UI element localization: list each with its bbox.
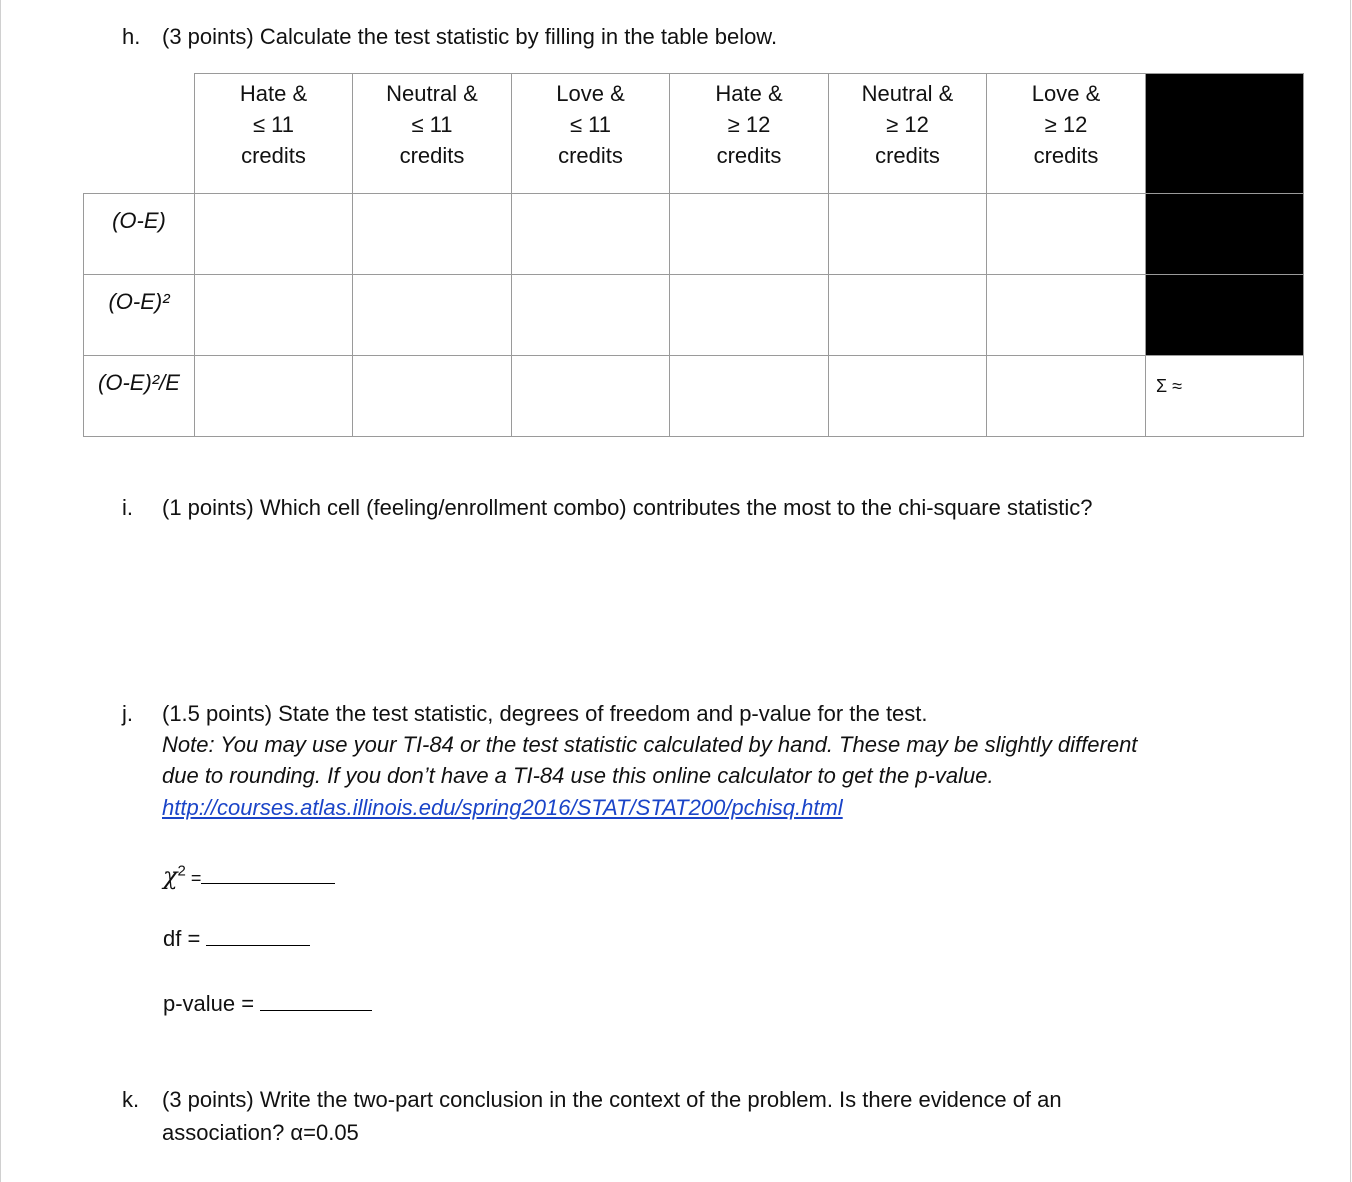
pvalue-label: p-value = — [163, 991, 261, 1016]
col-3-feeling: Love & — [556, 81, 625, 106]
col-header-5 — [829, 74, 987, 194]
page-edge-left — [0, 0, 1, 1182]
answer-cell[interactable] — [512, 356, 670, 437]
question-h-label: h. — [122, 24, 141, 49]
df-label: df = — [163, 926, 207, 951]
header-row — [84, 74, 1304, 194]
col-3-credits-range: ≤ 11 — [569, 112, 612, 137]
answer-cell[interactable] — [512, 194, 670, 275]
table-row — [84, 356, 1304, 437]
col-4-unit: credits — [716, 143, 782, 168]
answer-cell[interactable] — [353, 194, 512, 275]
col-header-1 — [195, 74, 353, 194]
chi-square-answer — [163, 862, 335, 890]
answer-cell[interactable] — [987, 356, 1146, 437]
question-j-label: j. — [122, 701, 133, 726]
answer-cell[interactable] — [829, 275, 987, 356]
col-header-4 — [670, 74, 829, 194]
pvalue-answer — [163, 990, 372, 1017]
chi-superscript: 2 — [177, 862, 186, 880]
blacked-out-cell — [1146, 74, 1304, 194]
question-k-label: k. — [122, 1087, 140, 1112]
row-label-chi-contribution: (O-E)²/E — [84, 356, 195, 437]
question-i-text: (1 points) Which cell (feeling/enrollment combo) contributes the most to the chi-square statistic? — [162, 495, 1093, 520]
col-1-credits-range: ≤ 11 — [252, 112, 295, 137]
col-5-credits-range: ≥ 12 — [886, 112, 929, 137]
answer-cell[interactable] — [987, 194, 1146, 275]
blacked-out-cell — [1146, 275, 1304, 356]
blacked-out-cell — [1146, 194, 1304, 275]
question-j-note-line1: Note: You may use your TI-84 or the test statistic calculated by hand. These may be slightly different — [162, 732, 1138, 757]
col-2-unit: credits — [399, 143, 465, 168]
answer-cell[interactable] — [670, 194, 829, 275]
chi-symbol: χ — [163, 862, 178, 890]
row-label-o-minus-e: (O-E) — [84, 194, 195, 275]
col-header-3 — [512, 74, 670, 194]
col-5-feeling: Neutral & — [861, 81, 954, 106]
pchisq-calculator-link[interactable]: http://courses.atlas.illinois.edu/spring2016/STAT/STAT200/pchisq.html — [162, 795, 843, 820]
answer-cell[interactable] — [195, 194, 353, 275]
col-4-feeling: Hate & — [715, 81, 783, 106]
col-4-credits-range: ≥ 12 — [727, 112, 771, 137]
chi-square-table — [83, 73, 1304, 437]
col-3-unit: credits — [558, 143, 623, 168]
row-label-o-minus-e-squared: (O-E)² — [84, 275, 195, 356]
col-5-unit: credits — [875, 143, 940, 168]
answer-cell[interactable] — [512, 275, 670, 356]
answer-cell[interactable] — [670, 275, 829, 356]
col-1-feeling: Hate & — [239, 81, 308, 106]
df-answer — [163, 925, 310, 952]
page-edge-right — [1350, 0, 1351, 1182]
question-i-label: i. — [122, 495, 133, 520]
answer-cell[interactable] — [987, 275, 1146, 356]
col-1-unit: credits — [241, 143, 306, 168]
df-blank[interactable] — [206, 925, 310, 946]
question-h-text: (3 points) Calculate the test statistic by filling in the table below. — [162, 24, 778, 49]
col-2-feeling: Neutral & — [386, 81, 478, 106]
answer-cell[interactable] — [353, 275, 512, 356]
col-header-2 — [353, 74, 512, 194]
col-6-feeling: Love & — [1031, 81, 1101, 106]
question-j-note-line2: due to rounding. If you don’t have a TI-84 use this online calculator to get the p-value. — [162, 763, 994, 788]
corner-cell — [84, 74, 195, 194]
answer-cell[interactable] — [353, 356, 512, 437]
chi-square-blank[interactable] — [201, 863, 335, 884]
question-k-line2: association? α=0.05 — [162, 1120, 359, 1145]
answer-cell[interactable] — [670, 356, 829, 437]
question-k-line1: (3 points) Write the two-part conclusion in the context of the problem. Is there evidence of an — [162, 1087, 1062, 1112]
answer-cell[interactable] — [829, 356, 987, 437]
question-j-text: (1.5 points) State the test statistic, degrees of freedom and p-value for the test. — [162, 701, 928, 726]
sum-label: Σ ≈ — [1156, 376, 1183, 396]
col-header-6 — [987, 74, 1146, 194]
answer-cell[interactable] — [195, 275, 353, 356]
answer-cell[interactable] — [195, 356, 353, 437]
sum-cell[interactable] — [1146, 356, 1304, 437]
table-row — [84, 194, 1304, 275]
answer-cell[interactable] — [829, 194, 987, 275]
table-row — [84, 275, 1304, 356]
col-6-credits-range: ≥ 12 — [1044, 112, 1088, 137]
chi-equals: = — [185, 868, 202, 888]
col-2-credits-range: ≤ 11 — [411, 112, 453, 137]
pvalue-blank[interactable] — [260, 990, 372, 1011]
col-6-unit: credits — [1033, 143, 1099, 168]
